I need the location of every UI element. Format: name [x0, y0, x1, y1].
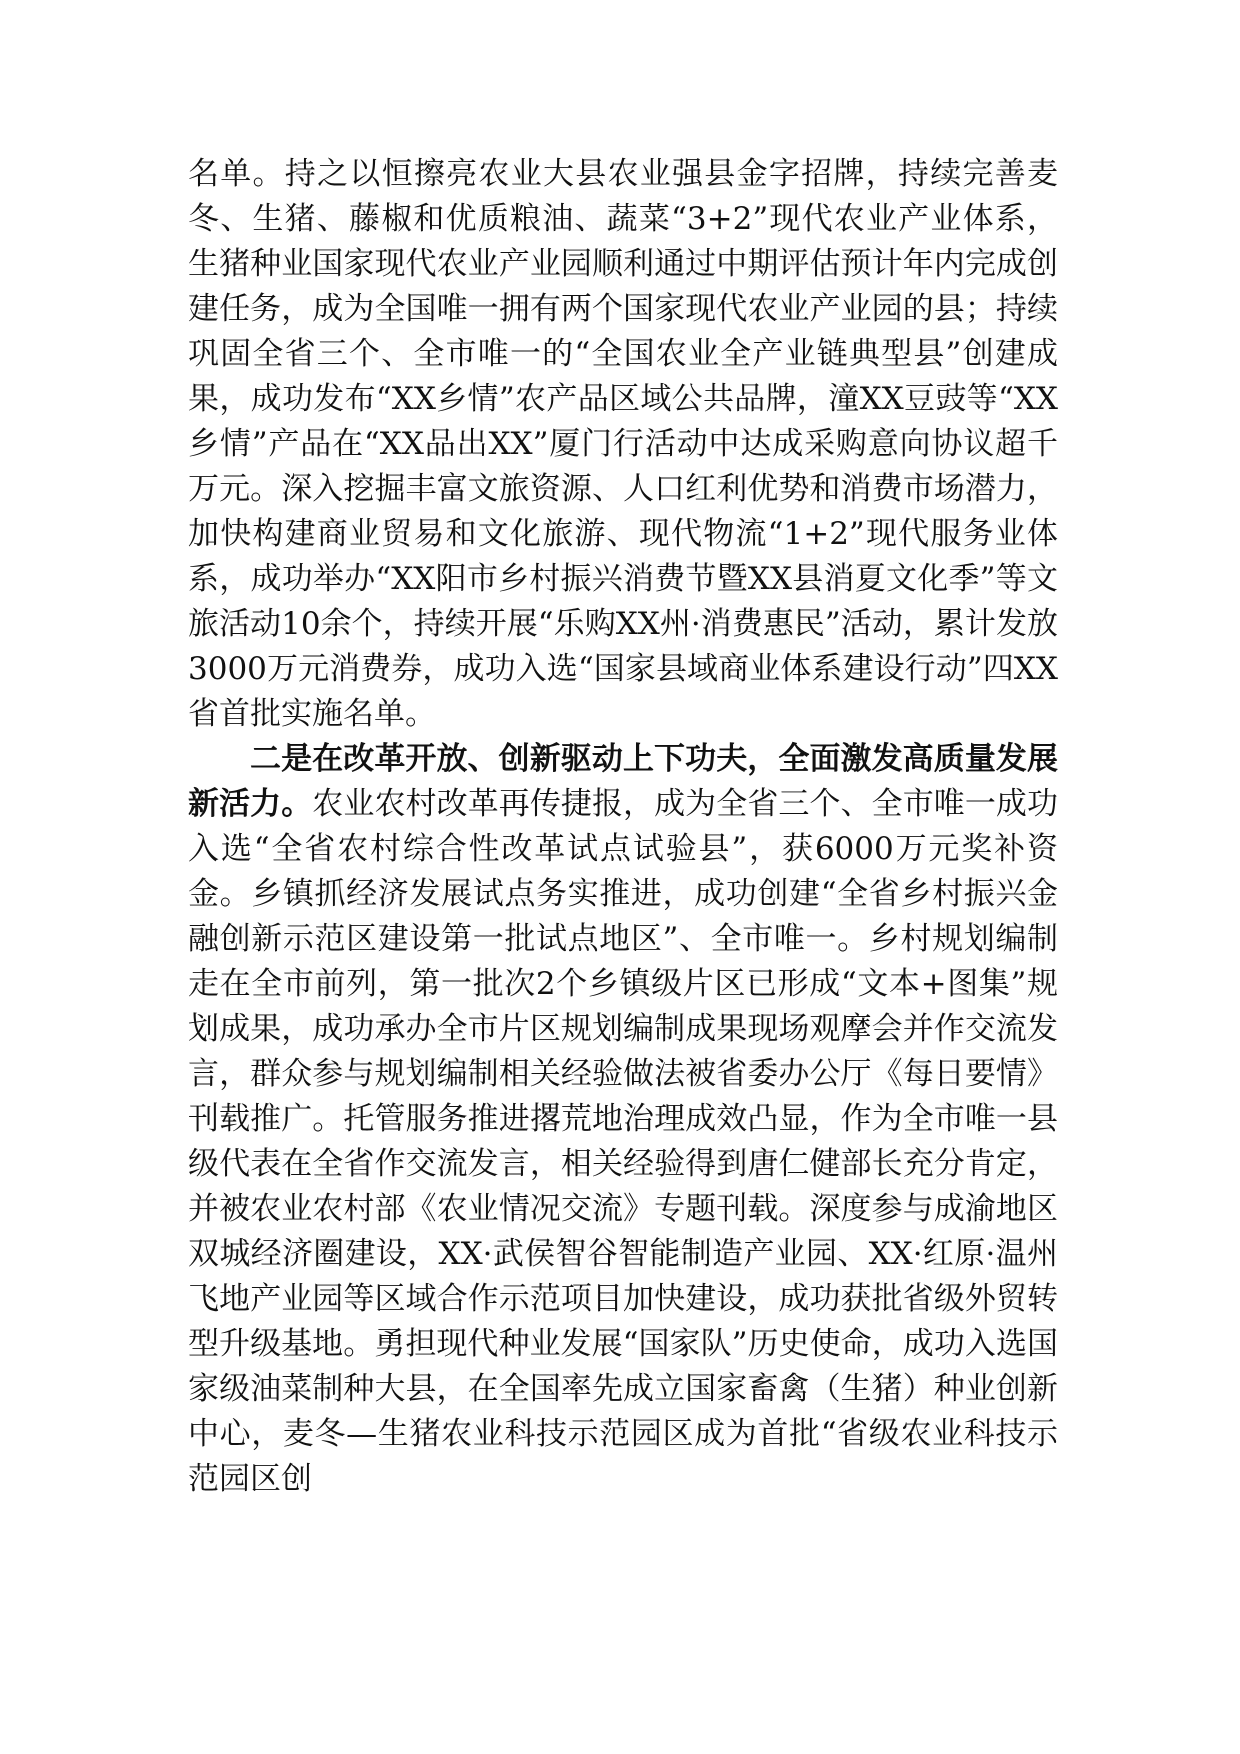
- paragraph-1-text: 名单。持之以恒擦亮农业大县农业强县金字招牌，持续完善麦冬、生猪、藤椒和优质粮油、蔬菜“3+2”现代农业产业体系，生猪种业国家现代农业产业园顺利通过中期评估预计年内完成创建任务，成为全国唯一拥有两个国家现代农业产业园的县；持续巩固全省三个、全市唯一的“全国农业全产业链典型县”创建成果，成功发布“XX乡情”农产品区域公共品牌，潼XX豆豉等“XX乡情”产品在“XX品出XX”厦门行活动中达成采购意向协议超千万元。深入挖掘丰富文旅资源、人口红利优势和消费市场潜力，加快构建商业贸易和文化旅游、现代物流“1+2”现代服务业体系，成功举办“XX阳市乡村振兴消费节暨XX县消夏文化季”等文旅活动10余个，持续开展“乐购XX州·消费惠民”活动，累计发放3000万元消费券，成功入选“国家县域商业体系建设行动”四XX省首批实施名单。: [188, 156, 1058, 732]
- paragraph-2: [188, 737, 1058, 1502]
- paragraph-2-lead: 二是在改革开放、创新驱动上下功夫，全面激发高质量发展新活力。: [188, 741, 1058, 822]
- paragraph-2-text: 农业农村改革再传捷报，成为全省三个、全市唯一成功入选“全省农村综合性改革试点试验县”，获6000万元奖补资金。乡镇抓经济发展试点务实推进，成功创建“全省乡村振兴金融创新示范区建设第一批试点地区”、全市唯一。乡村规划编制走在全市前列，第一批次2个乡镇级片区已形成“文本+图集”规划成果，成功承办全市片区规划编制成果现场观摩会并作交流发言，群众参与规划编制相关经验做法被省委办公厅《每日要情》刊载推广。托管服务推进撂荒地治理成效凸显，作为全市唯一县级代表在全省作交流发言，相关经验得到唐仁健部长充分肯定，并被农业农村部《农业情况交流》专题刊载。深度参与成渝地区双城经济圈建设，XX·武侯智谷智能制造产业园、XX·红原·温州飞地产业园等区域合作示范项目加快建设，成功获批省级外贸转型升级基地。勇担现代种业发展“国家队”历史使命，成功入选国家级油菜制种大县，在全国率先成立国家畜禽（生猪）种业创新中心，麦冬—生猪农业科技示范园区成为首批“省级农业科技示范园区创: [188, 786, 1058, 1497]
- document-body: [188, 152, 1058, 1502]
- paragraph-1: [188, 152, 1058, 737]
